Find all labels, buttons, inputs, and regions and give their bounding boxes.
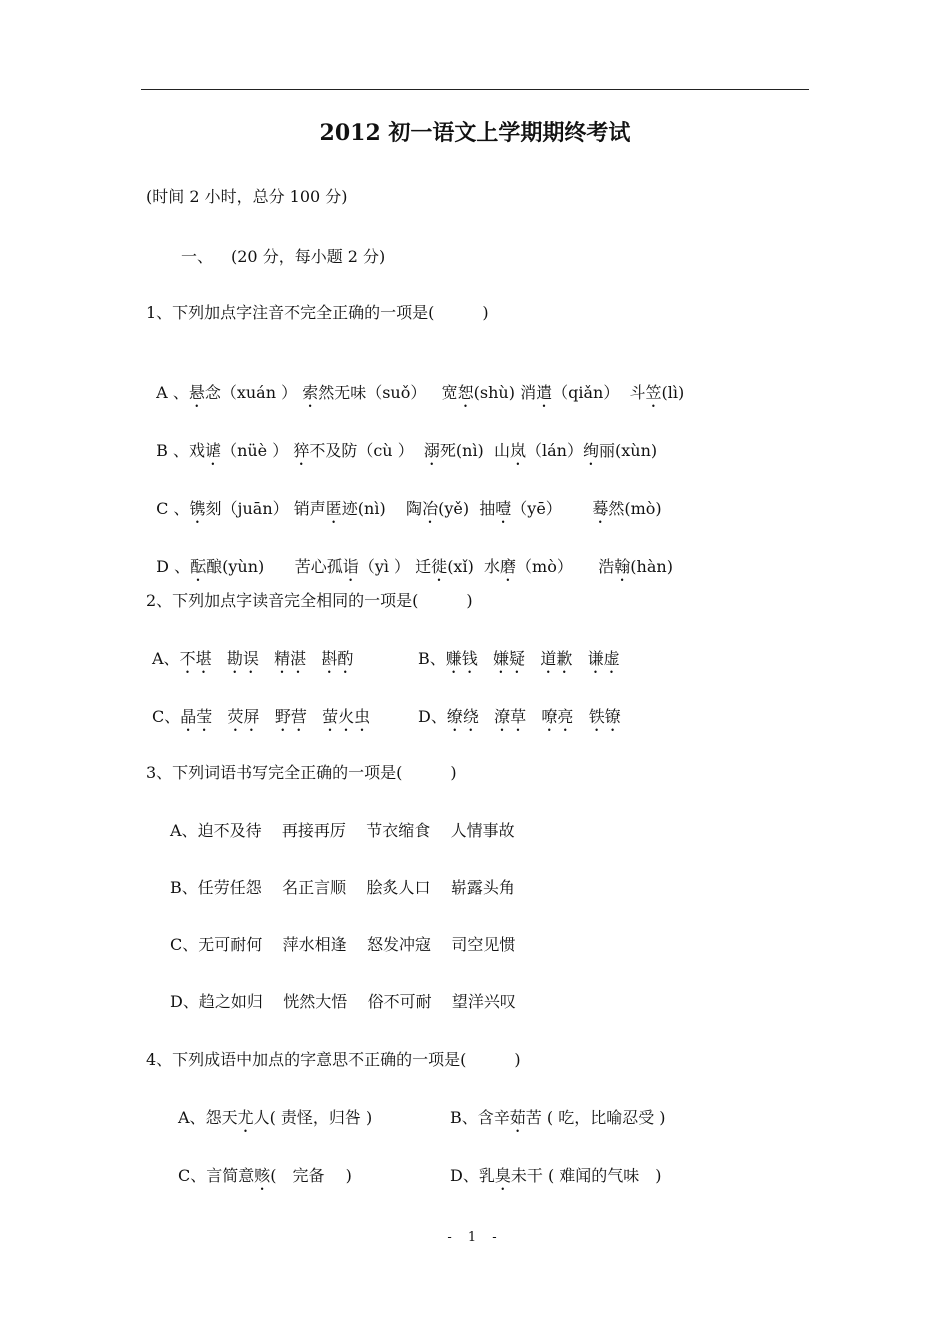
option-text: 念（xuán ） (204, 383, 298, 402)
option-label: A 、 (156, 383, 189, 402)
section-one-desc: (20 分，每小题 2 分) (231, 247, 386, 266)
q3-option-a (170, 820, 515, 842)
word: 野营 (274, 707, 307, 726)
q3-option-d (170, 991, 516, 1013)
option-label: D、 (418, 707, 447, 726)
word: 节衣缩食 (366, 821, 431, 840)
dotted-char: 蓦 (592, 499, 609, 518)
dotted-char: 猝 (293, 441, 310, 460)
dotted-char: 岚 (510, 441, 527, 460)
option-text: 酿 (206, 557, 223, 576)
section-one-number: 一、 (181, 247, 214, 266)
q2-option-c (152, 706, 370, 735)
word: 谦虚 (587, 649, 620, 668)
option-text: 不及防（cù ） (309, 441, 414, 460)
option-text: 丽(xùn) (599, 441, 658, 460)
q1-option-c (146, 476, 662, 527)
word: 再接再厉 (281, 821, 346, 840)
option-text: 戏 (189, 441, 206, 460)
q2-option-b (418, 648, 620, 677)
q1-option-b (146, 418, 657, 469)
option-text: (xǐ) (447, 557, 474, 576)
q2-stem: 2、下列加点字读音完全相同的一项是( ) (146, 591, 473, 610)
option-text: 浩 (598, 557, 615, 576)
word: 嫌疑 (493, 649, 526, 668)
word: 人情事故 (450, 821, 515, 840)
option-text: 陶 (406, 499, 423, 518)
option-label: D 、 (156, 557, 191, 576)
word: 趋之如归 (198, 992, 263, 1011)
word: 勘误 (226, 649, 259, 668)
dotted-char: 溺 (423, 441, 440, 460)
option-text: 含辛 (477, 1108, 510, 1127)
option-text: 乳 (478, 1166, 495, 1185)
word: 不堪 (179, 649, 212, 668)
page-title: 2012 初一语文上学期期终考试 (319, 120, 631, 146)
option-label: C、 (178, 1166, 207, 1185)
option-text: 销声 (293, 499, 326, 518)
exam-info: (时间 2 小时，总分 100 分) (146, 187, 348, 206)
option-text: 苦 ( 吃，比喻忍受 ) (525, 1108, 666, 1127)
word: 精湛 (274, 649, 307, 668)
option-text: （mò） (516, 557, 573, 576)
q4-option-d (450, 1165, 662, 1194)
word: 萤火虫 (322, 707, 371, 726)
word: 望洋兴叹 (451, 992, 516, 1011)
dotted-char: 徙 (431, 557, 448, 576)
option-label: D、 (450, 1166, 479, 1185)
option-label: B、 (170, 878, 198, 897)
q2-option-d (418, 706, 621, 735)
option-text: 水 (483, 557, 500, 576)
q1-stem: 1、下列加点字注音不完全正确的一项是( ) (146, 303, 489, 322)
option-text: 然无味（suǒ） (318, 383, 427, 402)
option-text: 迹(nì) (341, 499, 386, 518)
word: 缭绕 (446, 707, 479, 726)
option-text: ( 完备 ) (270, 1166, 352, 1185)
dotted-char: 翰 (614, 557, 631, 576)
option-text: 怨天 (205, 1108, 238, 1127)
word: 迫不及待 (197, 821, 262, 840)
option-text: （yē） (511, 499, 562, 518)
option-label: A、 (170, 821, 198, 840)
option-text: （yì ） (358, 557, 411, 576)
q4-stem: 4、下列成语中加点的字意思不正确的一项是( ) (146, 1050, 521, 1069)
q4-option-a (178, 1107, 372, 1136)
dotted-char: 赅 (254, 1166, 271, 1185)
option-text: (yě) (438, 499, 470, 518)
word: 铁镣 (588, 707, 621, 726)
q4-option-b (450, 1107, 666, 1136)
option-text: 山 (493, 441, 510, 460)
option-label: B、 (450, 1108, 478, 1127)
option-text: 苦心孤 (294, 557, 343, 576)
dotted-char: 噎 (495, 499, 512, 518)
option-label: C、 (152, 707, 181, 726)
option-label: C 、 (156, 499, 190, 518)
option-text: 人( 责怪，归咎 ) (253, 1108, 373, 1127)
word: 赚钱 (445, 649, 478, 668)
word: 名正言顺 (282, 878, 347, 897)
word: 荧屏 (227, 707, 260, 726)
option-text: 然(mò) (608, 499, 662, 518)
option-label: C、 (170, 935, 199, 954)
option-text: (shù) (473, 383, 515, 402)
q1-option-d (146, 534, 673, 585)
option-text: 迁 (415, 557, 432, 576)
dotted-char: 镌 (189, 499, 206, 518)
word: 晶莹 (180, 707, 213, 726)
dotted-char: 匿 (325, 499, 342, 518)
dotted-char: 绚 (582, 441, 599, 460)
option-text: 宽 (441, 383, 458, 402)
dotted-char: 诣 (342, 557, 359, 576)
option-text: 刻（juān） (205, 499, 289, 518)
word: 司空见惯 (451, 935, 516, 954)
q1-option-a (146, 360, 684, 411)
word: 道歉 (540, 649, 573, 668)
word: 嘹亮 (541, 707, 574, 726)
option-text: （qiǎn） (552, 383, 620, 402)
dotted-char: 冶 (422, 499, 439, 518)
option-text: 斗 (629, 383, 646, 402)
word: 斟酌 (321, 649, 354, 668)
option-label: A、 (178, 1108, 206, 1127)
option-label: D、 (170, 992, 199, 1011)
option-text: 言简意 (206, 1166, 255, 1185)
dotted-char: 索 (302, 383, 319, 402)
word: 任劳任怨 (197, 878, 262, 897)
word: 萍水相逢 (282, 935, 347, 954)
dotted-char: 笠 (645, 383, 662, 402)
header-rule (141, 89, 809, 90)
option-label: A、 (152, 649, 180, 668)
word: 恍然大悟 (283, 992, 348, 1011)
word: 俗不可耐 (367, 992, 432, 1011)
q4-option-c (178, 1165, 352, 1194)
word: 崭露头角 (450, 878, 515, 897)
option-text: （lán） (526, 441, 583, 460)
dotted-char: 磨 (500, 557, 517, 576)
option-text: 抽 (479, 499, 496, 518)
option-text: (hàn) (630, 557, 673, 576)
option-text: (yùn) (222, 557, 265, 576)
dotted-char: 酝 (190, 557, 207, 576)
option-text: 死(nì) (439, 441, 484, 460)
dotted-char: 谑 (205, 441, 222, 460)
dotted-char: 悬 (188, 383, 205, 402)
dotted-char: 恕 (457, 383, 474, 402)
word: 脍炙人口 (366, 878, 431, 897)
word: 无可耐何 (198, 935, 263, 954)
option-text: (lì) (661, 383, 685, 402)
page-number: - 1 - (447, 1230, 503, 1245)
q3-stem: 3、下列词语书写完全正确的一项是( ) (146, 763, 457, 782)
word: 潦草 (494, 707, 527, 726)
dotted-char: 遣 (536, 383, 553, 402)
option-text: （nüè ） (221, 441, 289, 460)
dotted-char: 尤 (237, 1108, 254, 1127)
q3-option-c (170, 934, 515, 956)
option-text: 未干 ( 难闻的气味 ) (510, 1166, 662, 1185)
word: 怒发冲寇 (366, 935, 431, 954)
dotted-char: 茹 (509, 1108, 526, 1127)
q2-option-a (152, 648, 353, 677)
option-label: B、 (418, 649, 446, 668)
dotted-char: 臭 (494, 1166, 511, 1185)
option-label: B 、 (156, 441, 190, 460)
option-text: 消 (520, 383, 537, 402)
q3-option-b (170, 877, 515, 899)
